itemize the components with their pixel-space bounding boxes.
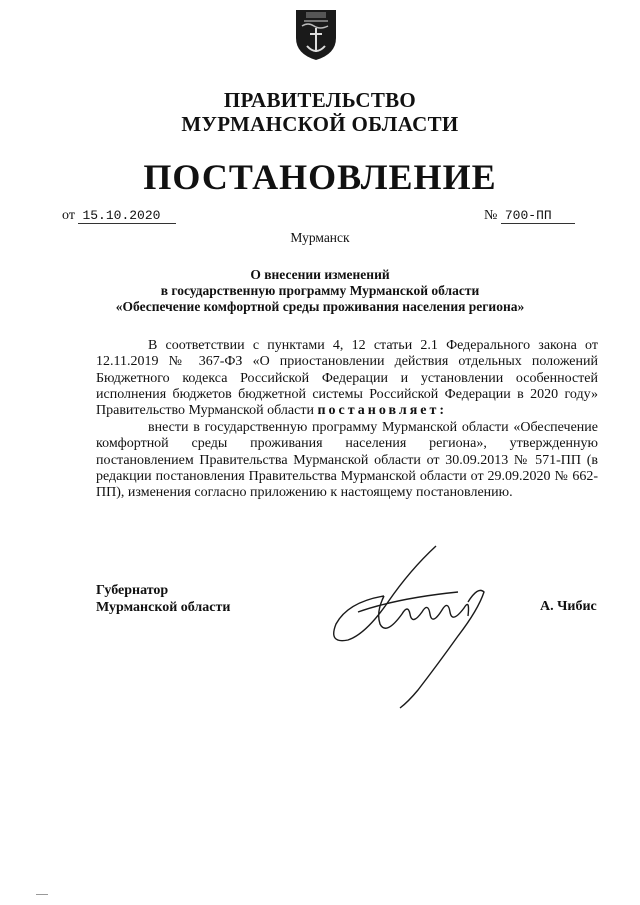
date-value: 15.10.2020 — [78, 208, 176, 224]
date-line — [62, 208, 176, 224]
org-line-1: ПРАВИТЕЛЬСТВО — [223, 88, 417, 112]
signatory-title — [96, 582, 230, 616]
decree-keyword: постановляет: — [317, 403, 448, 419]
subject-line-2: в государственную программу Мурманской области — [160, 283, 480, 298]
document-type: ПОСТАНОВЛЕНИЕ — [143, 157, 497, 197]
preamble-text: В соответствии с пунктами 4, 12 статьи 2.1 Федерального закона от 12.11.2019 № 367-ФЗ «О приостановлении действия отдельных положений Бюджетного кодекса Российской Федерации и установлении особенностей исполнения бюджетов бюджетной системы Российской Федерации в 2020 году» Правительство Мурманской области — [96, 338, 598, 419]
subject-line-3: «Обеспечение комфортной среды проживания населения региона» — [115, 299, 525, 314]
handwritten-signature-icon — [318, 540, 508, 710]
paragraph-preamble — [96, 338, 598, 419]
paragraph-decision: внести в государственную программу Мурманской области «Обеспечение комфортной среды проживания населения региона», утвержденную постановлением Правительства Мурманской области от 30.09.2013 № 571-ПП (в редакции постановления Правительства Мурманской области от 29.09.2020 № 662-ПП), изменения согласно приложению к настоящему постановлению. — [96, 420, 598, 501]
signatory-name: А. Чибис — [540, 599, 597, 614]
number-value: 700-ПП — [501, 208, 575, 224]
org-line-2: МУРМАНСКОЙ ОБЛАСТИ — [181, 112, 459, 136]
coat-of-arms-icon — [294, 8, 338, 62]
signatory-title-line-1: Губернатор — [96, 583, 169, 598]
city: Мурманск — [290, 230, 350, 245]
subject-line-1: О внесении изменений — [250, 267, 390, 282]
date-prefix: от — [62, 208, 75, 223]
document-subject — [0, 267, 640, 315]
organization-name — [0, 88, 640, 136]
signatory-title-line-2: Мурманской области — [96, 600, 231, 615]
number-line — [484, 208, 575, 224]
scan-mark — [36, 894, 48, 895]
number-prefix: № — [484, 208, 498, 223]
